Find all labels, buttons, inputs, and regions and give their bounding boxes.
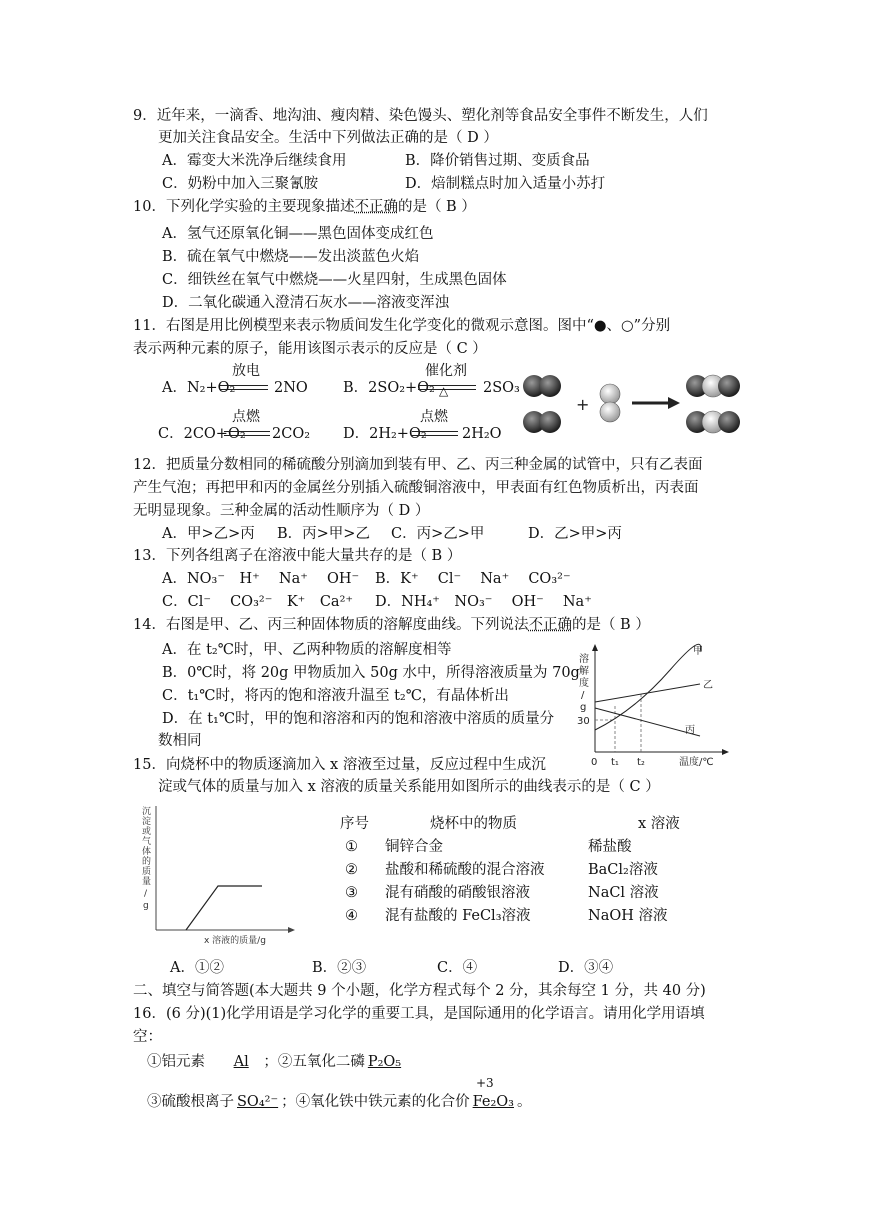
y-axis-label: [142, 806, 151, 911]
tick-t1: t₁: [611, 757, 619, 768]
q14-option-c: C．t₁℃时，将丙的饱和溶液升温至 t₂℃，有晶体析出: [162, 688, 509, 704]
q16-end-mark: 。: [516, 1094, 532, 1110]
q12-option-b: B．丙>甲>乙: [277, 526, 370, 542]
reactant-molecule-top: [523, 375, 561, 397]
origin-label: 0: [591, 757, 598, 768]
q15-mass-graph: [140, 800, 300, 950]
q16-valence-prompt: ；④氧化铁中铁元素的化合价: [281, 1094, 470, 1110]
q11-option-c-product: 2CO₂: [272, 426, 311, 442]
q9-option-d: D．焙制糕点时加入适量小苏打: [405, 176, 606, 192]
q10-stem-pre: 10．下列化学实验的主要现象描述: [133, 199, 355, 215]
section-2-title: 二、填空与简答题(本大题共 9 个小题，化学方程式每个 2 分，其余每空 1 分，共 40 分): [133, 983, 706, 999]
q11-option-a-product: 2NO: [274, 380, 308, 396]
q16-p2o5-answer: P₂O₅: [367, 1054, 402, 1070]
q10-stem-post: 的是（ B ）: [397, 199, 476, 215]
q14-option-b: B．0℃时，将 20g 甲物质加入 50g 水中，所得溶液质量为 70g: [162, 665, 580, 681]
table-row-3-x: NaCl 溶液: [588, 885, 659, 901]
ylabel-char: 的: [142, 857, 152, 867]
q16-part1: [147, 1052, 404, 1072]
x-axis-arrow-icon: [288, 927, 295, 933]
ylabel-char: g: [580, 702, 587, 713]
q16-sulfate-answer: SO₄²⁻: [237, 1094, 279, 1110]
ylabel-char: 量: [142, 877, 152, 887]
ylabel-char: 解: [579, 666, 589, 677]
q12-stem-line3: 无明显现象。三种金属的活动性顺序为（ D ）: [133, 503, 430, 519]
table-row-1-x: 稀盐酸: [588, 839, 632, 855]
q11-option-b-heat: △: [439, 384, 449, 398]
q11-option-c-equals: [224, 431, 270, 436]
oxygen-molecule: [600, 384, 620, 422]
q14-stem-post: 的是（ B ）: [571, 617, 650, 633]
q9-stem-line1: 9．近年来，一滴香、地沟油、瘦肉精、染色馒头、塑化剂等食品安全事件不断发生，人们: [133, 108, 708, 124]
q10-option-c: C．细铁丝在氧气中燃烧——火星四射，生成黑色固体: [162, 272, 507, 288]
q16-valence-answer: Fe₂O₃: [472, 1094, 514, 1110]
ylabel-char: 度: [579, 678, 589, 689]
table-row-2-no: ②: [345, 862, 358, 878]
reactant-molecule-bottom: [523, 411, 561, 433]
q16-part2: [147, 1092, 531, 1112]
q15-stem-line2: 淀或气体的质量与加入 x 溶液的质量关系能用如图所示的曲线表示的是（ C ）: [158, 779, 660, 795]
q11-option-d-condition: 点燃: [420, 409, 448, 425]
q14-solubility-chart: [575, 640, 735, 770]
q11-option-c-condition: 点燃: [232, 409, 260, 425]
ylabel-char: 溶: [579, 654, 589, 665]
q16-al-prompt: ①铝元素: [147, 1054, 205, 1070]
q9-option-a: A．霉变大米洗净后继续食用: [162, 153, 347, 169]
tick-t2: t₂: [637, 757, 645, 768]
q12-stem-line2: 产生气泡；再把甲和丙的金属丝分别插入硫酸铜溶液中，甲表面有红色物质析出，丙表面: [133, 480, 699, 496]
label-bing: 丙: [685, 725, 695, 736]
ylabel-char: 体: [142, 847, 152, 857]
label-jia: 甲: [693, 646, 703, 657]
q15-option-d: D．③④: [558, 960, 614, 976]
q13-option-b: B．K⁺ Cl⁻ Na⁺ CO₃²⁻: [375, 571, 571, 587]
label-yi: 乙: [703, 680, 713, 691]
table-row-1-no: ①: [345, 839, 358, 855]
ylabel-char: /: [144, 889, 148, 899]
x-axis-arrow-icon: [722, 749, 729, 755]
q10-stem-emphasis: 不正确: [354, 199, 398, 215]
ylabel-char: /: [581, 690, 585, 701]
ylabel-char: g: [143, 901, 149, 911]
table-row-4-beaker: 混有盐酸的 FeCl₃溶液: [385, 908, 531, 924]
q11-option-a-condition: 放电: [232, 363, 260, 379]
q13-option-a: A．NO₃⁻ H⁺ Na⁺ OH⁻: [162, 571, 360, 587]
q14-option-a: A．在 t₂℃时，甲、乙两种物质的溶解度相等: [162, 642, 452, 658]
q12-option-c: C．丙>乙>甲: [391, 526, 485, 542]
ylabel-char: 淀: [142, 817, 152, 827]
q16-p2o5-prompt: ；②五氧化二磷: [263, 1054, 365, 1070]
ylabel-char: 气: [142, 837, 152, 847]
q11-molecule-diagram: [520, 366, 742, 442]
q11-option-b-reactants: B．2SO₂+O₂: [343, 380, 435, 396]
q10-option-a: A．氢气还原氧化铜——黑色固体变成红色: [162, 226, 434, 242]
q15-option-b: B．②③: [312, 960, 367, 976]
ylabel-char: 或: [142, 827, 152, 837]
y-axis-arrow-icon: [592, 644, 598, 651]
x-axis-label: x 溶液的质量/g: [204, 936, 266, 946]
q16-sulfate-prompt: ③硫酸根离子: [147, 1094, 234, 1110]
q11-option-d-product: 2H₂O: [462, 426, 502, 442]
q11-option-b-product: 2SO₃: [483, 380, 520, 396]
table-row-3-no: ③: [345, 885, 358, 901]
q14-option-d-line1: D．在 t₁℃时，甲的饱和溶溶和丙的饱和溶液中溶质的质量分: [162, 711, 555, 727]
q11-option-d-reactants: D．2H₂+O₂: [343, 426, 427, 442]
q13-option-d: D．NH₄⁺ NO₃⁻ OH⁻ Na⁺: [375, 594, 592, 610]
q9-option-b: B．降价销售过期、变质食品: [405, 153, 590, 169]
q12-option-a: A．甲>乙>丙: [162, 526, 255, 542]
tick-30: 30: [577, 716, 590, 727]
q12-option-d: D．乙>甲>丙: [528, 526, 622, 542]
q15-table-header-x: x 溶液: [638, 816, 680, 832]
q9-stem-line2: 更加关注食品安全。生活中下列做法正确的是（ D ）: [158, 130, 498, 146]
table-row-1-beaker: 铜锌合金: [385, 839, 443, 855]
q15-table-header-beaker: 烧杯中的物质: [430, 816, 517, 832]
q14-stem-pre: 14．右图是甲、乙、丙三种固体物质的溶解度曲线。下列说法: [133, 617, 529, 633]
x-axis-label: 温度/℃: [679, 757, 714, 768]
q10-stem: [133, 197, 476, 217]
q12-stem-line1: 12．把质量分数相同的稀硫酸分别滴加到装有甲、乙、丙三种金属的试管中，只有乙表面: [133, 457, 703, 473]
y-axis-label: [579, 652, 589, 713]
q11-option-c-reactants: C．2CO+O₂: [158, 426, 246, 442]
q11-option-a-reactants: A．N₂+O₂: [162, 380, 236, 396]
ylabel-char: 质: [142, 867, 152, 877]
table-row-2-x: BaCl₂溶液: [588, 862, 658, 878]
mass-curve: [186, 886, 262, 930]
table-row-4-x: NaOH 溶液: [588, 908, 668, 924]
curve-yi: [595, 684, 700, 702]
product-molecule-bottom: [686, 411, 740, 433]
q14-stem: [133, 615, 650, 635]
q10-option-b: B．硫在氧气中燃烧——发出淡蓝色火焰: [162, 249, 420, 265]
q9-option-c: C．奶粉中加入三聚氰胺: [162, 176, 319, 192]
q16-stem-line1: 16．(6 分)(1)化学用语是学习化学的重要工具，是国际通用的化学语言。请用化学用语填: [133, 1006, 705, 1022]
q16-stem-line2: 空：: [133, 1029, 162, 1045]
q16-valence-mark: +3: [476, 1076, 494, 1090]
q10-option-d: D．二氧化碳通入澄清石灰水——溶液变浑浊: [162, 295, 450, 311]
table-row-4-no: ④: [345, 908, 358, 924]
q13-stem: 13．下列各组离子在溶液中能大量共存的是（ B ）: [133, 548, 462, 564]
q11-option-d-equals: [412, 431, 458, 436]
q11-option-b-condition: 催化剂: [425, 363, 467, 379]
q14-stem-emphasis: 不正确: [528, 617, 572, 633]
q14-option-d-line2: 数相同: [158, 733, 202, 749]
q15-stem-line1: 15．向烧杯中的物质逐滴加入 x 溶液至过量，反应过程中生成沉: [133, 757, 546, 773]
ylabel-char: 沉: [142, 807, 152, 817]
q11-stem-line2: 表示两种元素的原子，能用该图示表示的反应是（ C ）: [133, 341, 487, 357]
q15-table-header-no: 序号: [340, 816, 369, 832]
product-molecule-top: [686, 375, 740, 397]
q15-option-a: A．①②: [170, 960, 224, 976]
q11-option-a-equals: [220, 385, 268, 390]
q11-stem-line1: 11．右图是用比例模型来表示物质间发生化学变化的微观示意图。图中“●、○”分别: [133, 318, 671, 334]
q16-al-answer: Al: [233, 1054, 249, 1070]
q15-option-c: C．④: [437, 960, 478, 976]
table-row-3-beaker: 混有硝酸的硝酸银溶液: [385, 885, 530, 901]
reaction-arrow-icon: [632, 397, 680, 409]
plus-sign: +: [576, 395, 590, 414]
q13-option-c: C．Cl⁻ CO₃²⁻ K⁺ Ca²⁺: [162, 594, 354, 610]
table-row-2-beaker: 盐酸和稀硫酸的混合溶液: [385, 862, 545, 878]
